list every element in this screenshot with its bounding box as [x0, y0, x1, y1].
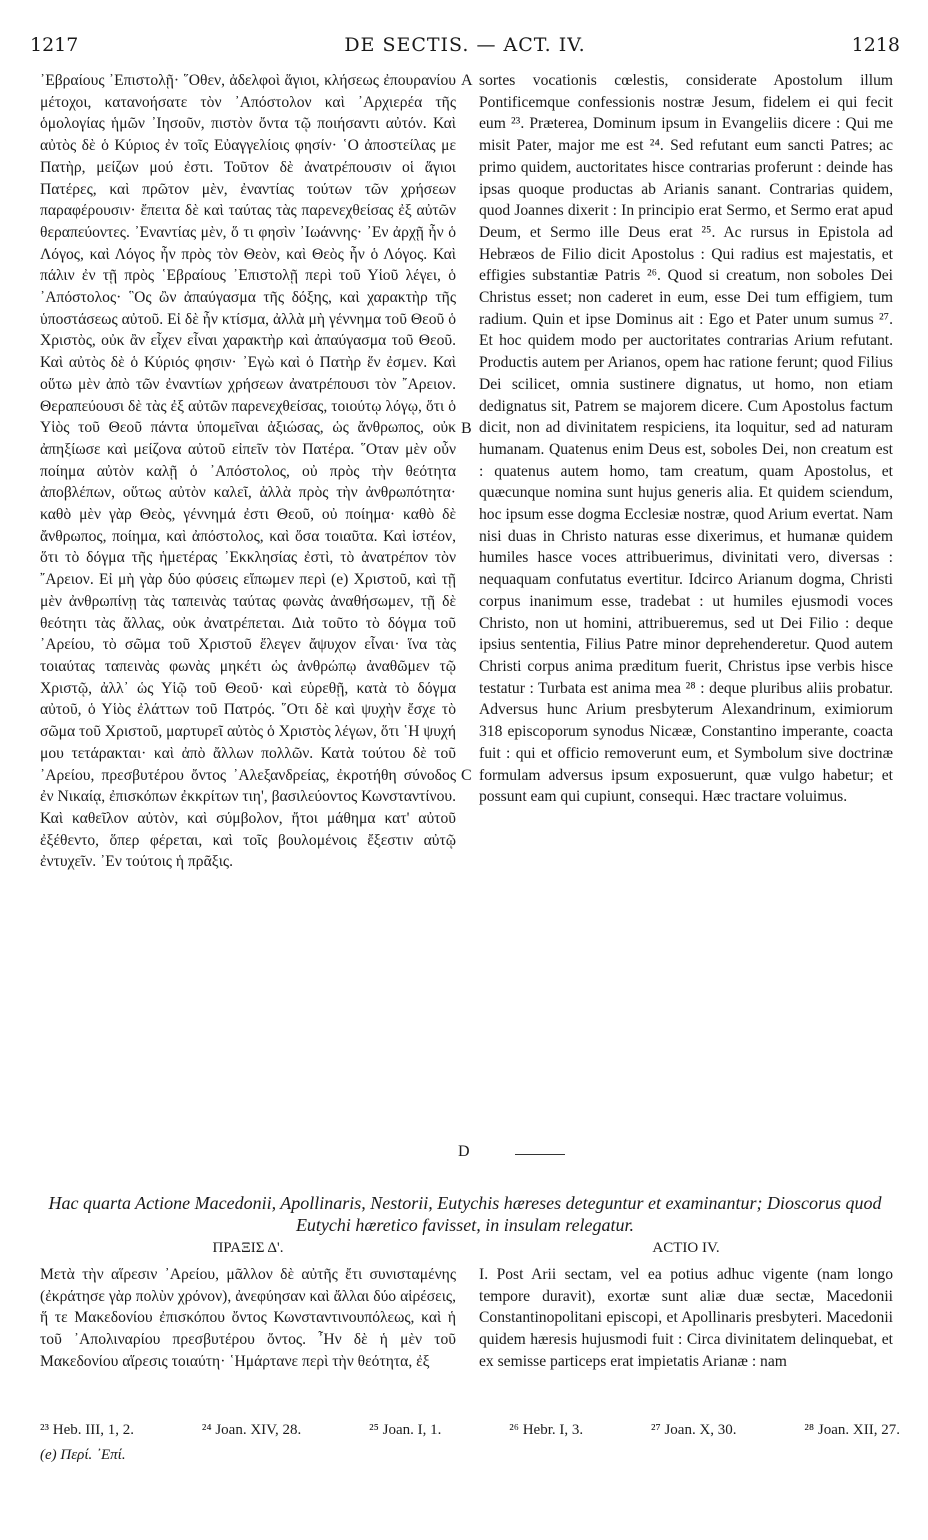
act-title-latin: ACTIO IV.: [652, 1240, 720, 1256]
footnote: ²⁸ Joan. XII, 27.: [804, 1422, 900, 1438]
margin-marker-c: C: [461, 767, 472, 784]
footnote: ²³ Heb. III, 1, 2.: [40, 1422, 134, 1438]
margin-marker-a: A: [461, 72, 473, 89]
greek-text-top: ᾿Εβραίους ᾿Επιστολῇ· ῞Οθεν, ἀδελφοὶ ἅγιοι, κλήσεως ἐπουρανίου μέτοχοι, κατανοήσατε τὸν ᾿Απόστολον καὶ ᾿Αρχιερέα τῆς ὁμολογίας ἡμῶν ᾿Ιησοῦν, πιστὸν ὄντα τῷ ποιήσαντι αὐτόν. Καὶ αὐτὸς δὲ ὁ Κύριος ἐν τοῖς Εὐαγγελίοις φησίν· ῾Ο ἀποστείλας με Πατὴρ, μείζων μού ἐστι. Τοῦτον δὲ ἀνατρέπουσιν οἱ ἅγιοι Πατέρες, καὶ πρῶτον μὲν, ἐναντίας τούτων τῶν χρήσεων παραφέρουσιν· ἔπειτα δὲ καὶ ταύτας τὰς παρενεχθείσας ἐξ αὐτῶν θεραπεύοντες. ᾿Εναντίας μὲν, ὅ τι φησὶν ᾿Ιωάννης· ᾿Εν ἀρχῇ ἦν ὁ Λόγος, καὶ Λόγος ἦν πρὸς τὸν Θεὸν, καὶ Θεὸς ἦν ὁ Λόγος. Καὶ πάλιν ἐν τῇ πρὸς ῾Εβραίους ᾿Επιστολῇ περὶ τοῦ Υἱοῦ λέγει, ὁ ᾿Απόστολος· ῝Ος ὢν ἀπαύγασμα τῆς δόξης, καὶ χαρακτὴρ τῆς ὑποστάσεως αὐτοῦ. Εἰ δὲ ἦν κτίσμα, ἀλλὰ μὴ γέννημα τοῦ Θεοῦ ὁ Χριστὸς, οὐκ ἂν εἶχεν εἶναι χαρακτὴρ καὶ ἀπαύγασμα τοῦ Θεοῦ. Καὶ αὐτὸς δὲ ὁ Κύριός φησιν· ᾿Εγὼ καὶ ὁ Πατὴρ ἕν ἐσμεν. Καὶ οὕτω μὲν ἀπὸ τῶν ἐναντίων χρήσεων ἀνατρέπουσι τὸν ῎Αρειον. Θεραπεύουσι δὲ τὰς ἐξ αὐτῶν παρενεχθείσας, τοιούτῳ λόγῳ, ὅτι ὁ Υἱὸς τοῦ Θεοῦ πάντα ὑπομεῖναι ἀξιώσας, ὡς ἄνθρωπος, οὐκ ἀπηξίωσε καὶ μείζονα αὐτοῦ εἰπεῖν τὸν Πατέρα. ῞Οταν μὲν οὖν ποίημα αὐτὸν καλῇ ὁ ᾿Απόστολος, οὐ πρὸς τὴν θεότητα ἀποβλέπων, οὕτως αὐτὸν καλεῖ, ἀλλὰ πρὸς τὴν ἀνθρωπότητα· καθὸ μὲν γὰρ Θεὸς, γέννημά ἐστι Θεοῦ, οὐ ποίημα· καθὸ δὲ ἄνθρωπος, ποίημα, καὶ ἀπόστολος, καὶ ὅσα τοιαῦτα. Καὶ ἰστέον, ὅτι τὸ δόγμα τῆς ἡμετέρας ᾿Εκκλησίας ἐστὶ, τὸ ἀνατρέπον τὸν ῎Αρειον. Εἰ μὴ γὰρ δύο φύσεις εἴπωμεν περὶ (e) Χριστοῦ, καὶ τῇ μὲν ἀνθρωπίνῃ τὰς ταπεινὰς ταύτας φωνὰς ἀναθήσωμεν, τῇ δὲ θεότητι τὰς ἄλλας, οὐκ ἀνατρέπεται. Διὰ τοῦτο τὸ δόγμα τοῦ ᾿Αρείου, τὸ σῶμα τοῦ Χριστοῦ ἔλεγεν ἄψυχον εἶναι· ἵνα τὰς τοιαύτας ταπεινὰς φωνὰς μηκέτι ὡς ἀνθρώπῳ ἀναθῶμεν τῷ Χριστῷ, ἀλλ᾿ ὡς Υἱῷ τοῦ Θεοῦ· καὶ εὑρεθῇ, κατὰ τὸ δόγμα αὐτοῦ, ὁ Υἱὸς ἐλάττων τοῦ Πατρός. ῞Οτι δὲ καὶ ψυχὴν ἔσχε τὸ σῶμα τοῦ Χριστοῦ, μαρτυρεῖ αὐτὸς ὁ Χριστὸς λέγων, ὅτι ῾Η ψυχή μου τετάρακται· καὶ ἀπὸ ἄλλων πολλῶν. Κατὰ τούτου δὲ τοῦ ᾿Αρείου, πρεσβυτέρου ὄντος ᾿Αλεξανδρείας, ἐκροτήθη σύνοδος ἐν Νικαίᾳ, ἐπισκόπων ἐκκρίτων τιη', βασιλεύοντος Κωνσταντίνου. Καὶ καθεῖλον αὐτὸν, καὶ σύμβολον, ἤτοι μάθημα κατ' αὐτοῦ ἐξέθεντο, ὅπερ φέρεται, καὶ τοῖς βουλομένοις ἔξεστιν αὐτῷ ἐντυχεῖν. ᾿Εν τούτοις ἡ πρᾶξις.: [40, 72, 456, 871]
page-number-right: 1218: [851, 34, 900, 56]
footnote-row: [40, 1422, 900, 1439]
page-header: [30, 34, 900, 58]
latin-text-top: sortes vocationis cœlestis, considerate Apostolum illum Pontificemque confessionis nostræ Jesum, fidelem ei qui fecit eum ²³. Præterea, Dominum ipsum in Evangeliis dicere : Qui me misit Pater, major me est ²⁴. Sed refutant eum sancti Patres; ac primo quidem, auctoritates hisce contrarias proferunt : deinde has ipsas quoque productas ab Arianis sanant. Contrarias quidem, quod Joannes dixerit : In principio erat Sermo, et Sermo erat apud Deum, et Sermo ille Deus erat ²⁵. Ac rursus in Epistola ad Hebræos de Filio dicit Apostolus : Qui radius est majestatis, et effigies substantiæ Patris ²⁶. Quod si creatum, non soboles Dei Christus esset; non caderet in eum, esse Dei tum effigiem, tum radium. Quin et ipse Dominus ait : Ego et Pater unum sumus ²⁷. Et hoc quidem modo per auctoritates contrarias Arium refutant. Productis autem per Arianos, opem hac ratione ferunt; quod Filius Dei scilicet, omnia sustinere dignatus, ut homo, non etiam dedignatus sit, Patrem se majorem dicere. Cum Apostolus factum dicit, non ad divinitatem respiciens, ita loquitur, sed ad naturam humanam. Quatenus enim Deus est, soboles Dei, non creatum est : quatenus autem homo, tam creatum, quam Apostolus, et quæcunque nomina sunt hujus generis alia. Et quidem sciendum, hoc ipsum esse dogma Ecclesiæ nostræ, quod Arium evertat. Nam nisi duas in Christo naturas esse dixerimus, et humanæ quidem humiles hasce voces attribuerimus, divinitati vero, diversas : nequaquam confutatus evertitur. Idcirco Arianum dogma, Christi corpus inanimum esse, tradebat : ut humiles ejusmodi voces Christo, non ut homini, attribueremus, sed ut Dei Filio : deque ipsius sententia, Filius Patre minor deprehenderetur. Quod autem Christi corpus anima præditum fuerit, Christus ipse verbis hisce testatur : Turbata est anima mea ²⁸ : deque pluribus aliis probatur. Adversus hunc Arium presbyterum Alexandrinum, eximiorum 318 episcoporum synodus Nicææ, Constantino imperante, coacta fuit : qui et officio removerunt eum, et Symbolum sive doctrinæ formulam adversus ipsum exposuerunt, quæ vulgo habetur; et possunt eam qui cupiunt, consequi. Hæc tractare voluimus.: [479, 72, 893, 806]
greek-column-top: [40, 70, 456, 873]
latin-text-bottom: I. Post Arii sectam, vel ea potius adhuc vigente (nam longo tempore duravit), exortæ sunt aliæ duæ sectæ, Macedonii Constantinopolitani episcopi, et Apollinaris presbyteri. Macedonii quidem hæresis hujusmodi fuit : Circa divinitatem delinquebat, et ex semisse particeps erat impietatis Arianæ : nam: [479, 1266, 893, 1370]
footnote: ²⁵ Joan. I, 1.: [369, 1422, 442, 1438]
section-divider: [515, 1154, 565, 1155]
latin-column-top: [479, 70, 893, 808]
footnote: ²⁶ Hebr. I, 3.: [509, 1422, 584, 1438]
footnote: ²⁷ Joan. X, 30.: [650, 1422, 737, 1438]
margin-marker-d: D: [458, 1143, 470, 1160]
running-title: DE SECTIS. — ACT. IV.: [344, 34, 586, 56]
page-number-left: 1217: [30, 34, 79, 56]
greek-column-bottom: [40, 1264, 456, 1373]
variant-reading-note: (e) Περί. ᾿Επί.: [40, 1447, 126, 1463]
margin-marker-b: B: [461, 420, 472, 437]
footnote: ²⁴ Joan. XIV, 28.: [201, 1422, 302, 1438]
footnotes: [40, 1422, 900, 1464]
act-title-greek: ΠΡΑΞΙΣ Δ'.: [212, 1240, 284, 1256]
greek-text-bottom: Μετὰ τὴν αἵρεσιν ᾿Αρείου, μᾶλλον δὲ αὐτῆς ἔτι συνισταμένης (ἐκράτησε γὰρ πολὺν χρόνον), ἀνεφύησαν καὶ ἄλλαι δύο αἱρέσεις, ἥ τε Μακεδονίου ἐπισκόπου ὄντος Κωνσταντινουπόλεως, καὶ ἡ τοῦ ᾿Απολιναρίου πρεσβυτέρου ὄντος. ῏Ην δὲ ἡ μὲν τοῦ Μακεδονίου αἵρεσις τοιαύτη· ῾Ημάρτανε περὶ τὴν θεότητα, ἐξ: [40, 1266, 456, 1370]
latin-column-bottom: [479, 1264, 893, 1373]
act-summary: Hac quarta Actione Macedonii, Apollinaris, Nestorii, Eutychis hæreses deteguntur et examinantur; Dioscorus quod Eutychi hæretico favisset, in insulam relegatur.: [48, 1193, 882, 1235]
